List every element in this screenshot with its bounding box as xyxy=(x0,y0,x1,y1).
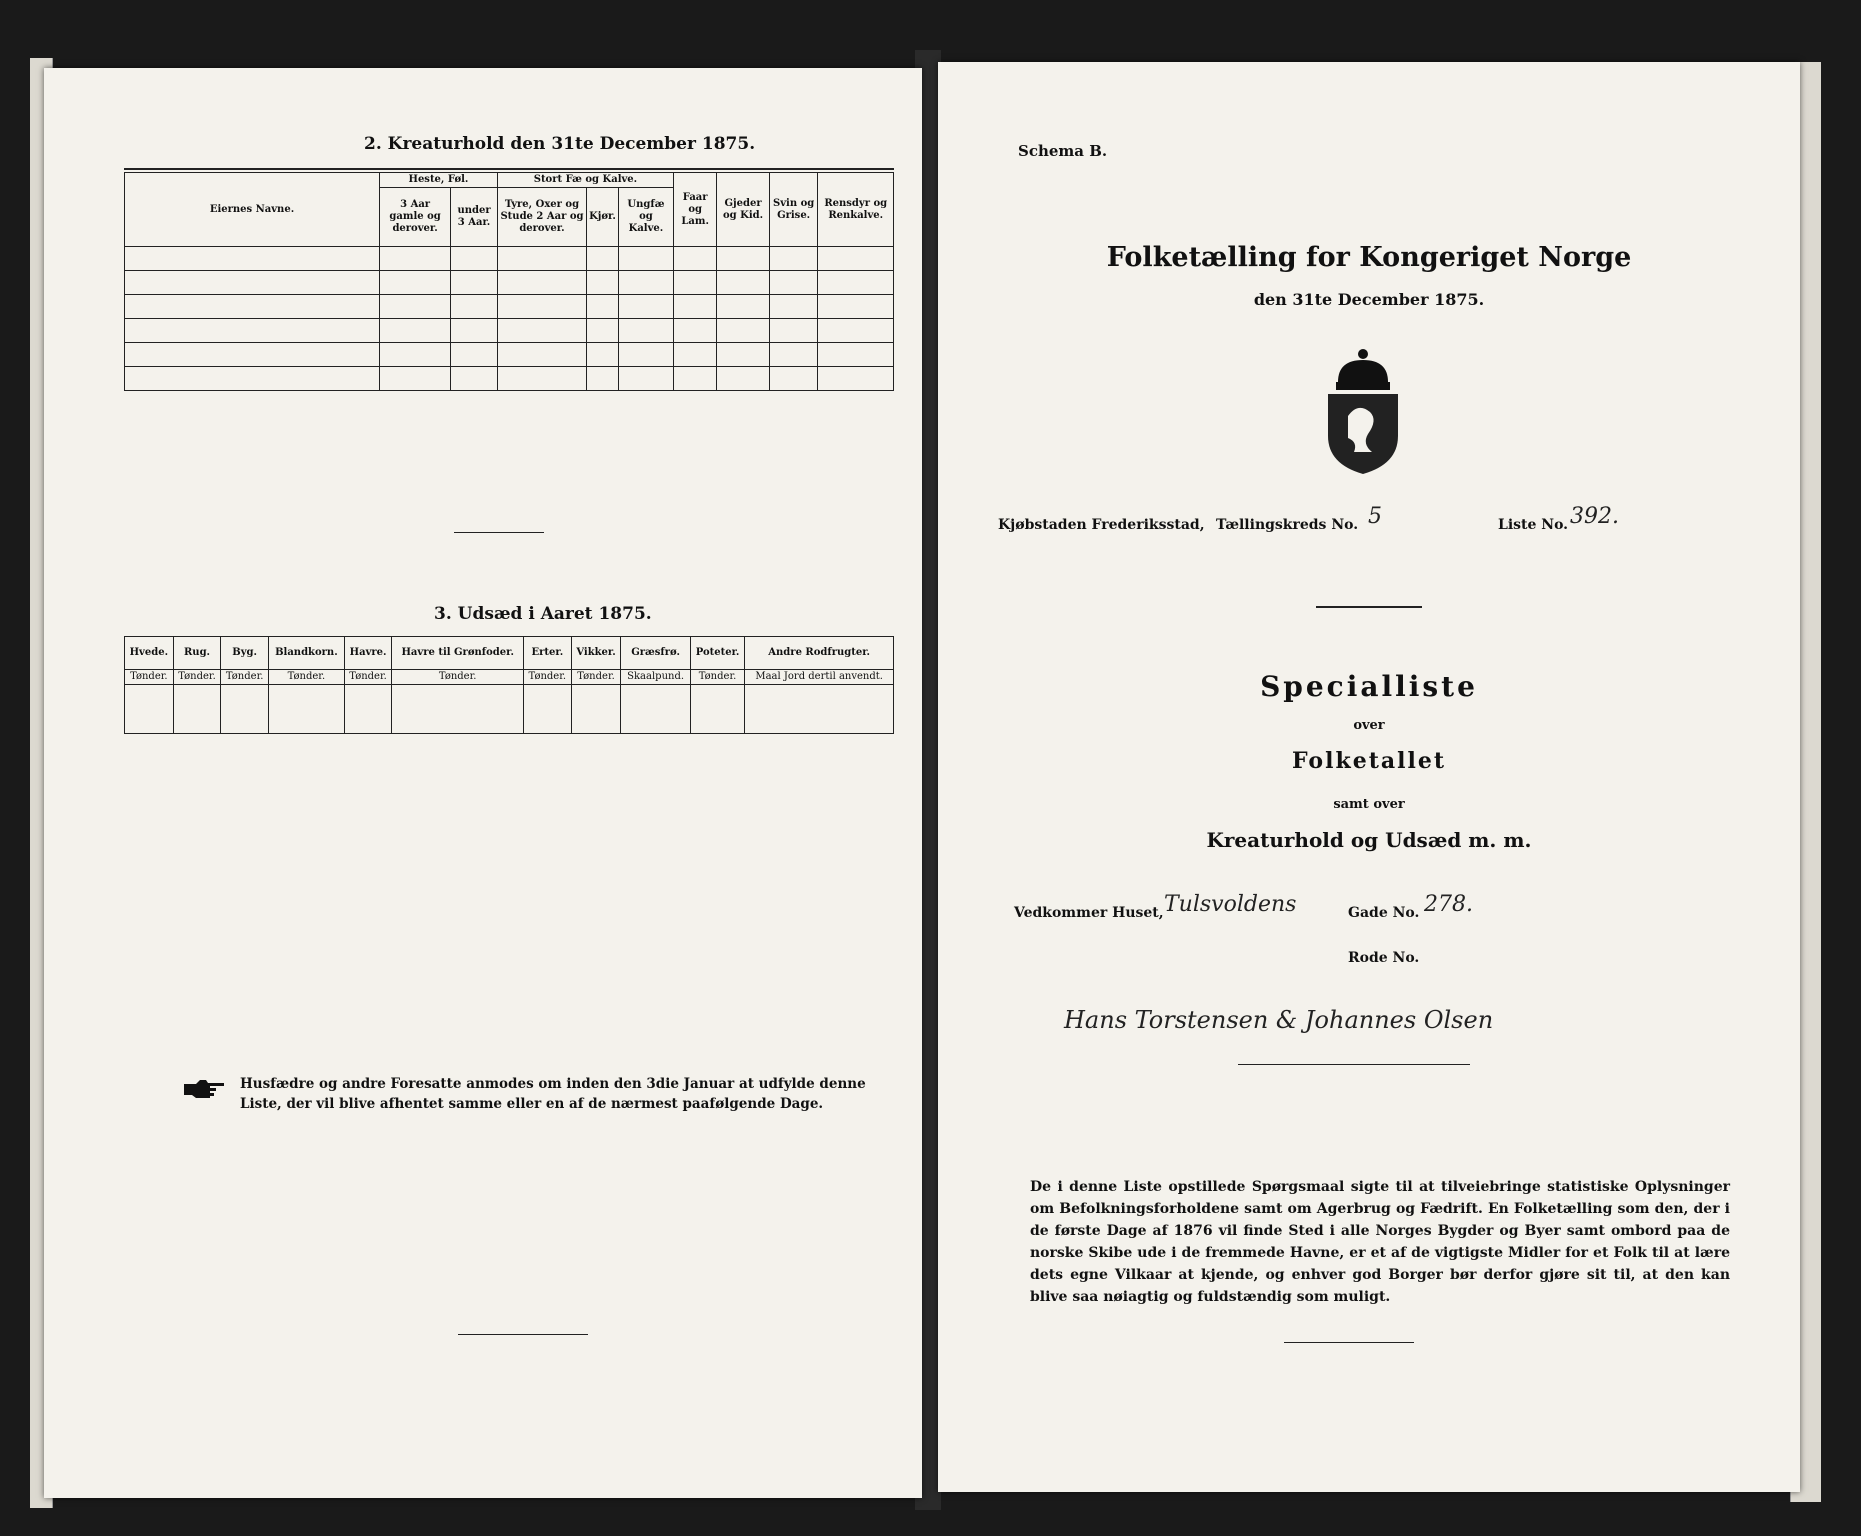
livestock-table xyxy=(124,172,894,391)
seed-cell xyxy=(571,685,621,734)
rode-label: Rode No. xyxy=(1348,950,1420,966)
table-row xyxy=(125,247,894,271)
bottom-rule xyxy=(1284,1342,1414,1343)
seed-col-unit: Tønder. xyxy=(571,670,621,685)
norway-coat-of-arms-icon xyxy=(1318,346,1408,476)
table-row xyxy=(125,271,894,295)
seed-cell xyxy=(392,685,524,734)
seed-heading: 3. Udsæd i Aaret 1875. xyxy=(434,604,652,624)
seed-col-unit: Tønder. xyxy=(269,670,345,685)
table-row xyxy=(125,343,894,367)
seed-col-unit: Tønder. xyxy=(344,670,392,685)
young-cattle-header: Ungfæ og Kalve. xyxy=(618,188,673,247)
seed-col-unit: Maal Jord dertil anvendt. xyxy=(745,670,894,685)
livestock-heading: 2. Kreaturhold den 31te December 1875. xyxy=(364,134,756,154)
table-row xyxy=(125,319,894,343)
pointing-hand-icon xyxy=(182,1078,226,1100)
notice-text: Husfædre og andre Foresatte anmodes om inden den 3die Januar at udfylde denne Liste, der vil blive afhentet samme eller en af de nærmest paafølgende Dage. xyxy=(240,1076,866,1112)
seed-col-unit: Tønder. xyxy=(173,670,221,685)
horses-3yr-header: 3 Aar gamle og derover. xyxy=(380,188,451,247)
seed-col-name: Havre. xyxy=(344,637,392,670)
seed-cell xyxy=(690,685,745,734)
cows-header: Kjør. xyxy=(587,188,619,247)
bottom-rule xyxy=(458,1334,588,1335)
separator-rule xyxy=(1316,606,1422,608)
town-label: Kjøbstaden Frederiksstad, xyxy=(998,517,1205,533)
seed-cell xyxy=(524,685,572,734)
seed-cell xyxy=(344,685,392,734)
sheep-header: Faar og Lam. xyxy=(674,173,717,247)
seed-col-unit: Tønder. xyxy=(524,670,572,685)
cattle-header: Stort Fæ og Kalve. xyxy=(497,173,673,188)
signature: Hans Torstensen & Johannes Olsen xyxy=(1064,1006,1494,1034)
seed-col-name: Erter. xyxy=(524,637,572,670)
separator-rule xyxy=(454,532,544,533)
seed-col-name: Vikker. xyxy=(571,637,621,670)
right-page xyxy=(938,62,1800,1492)
seed-col-name: Poteter. xyxy=(690,637,745,670)
over-text: over xyxy=(1353,718,1385,733)
seed-cell xyxy=(173,685,221,734)
seed-cell xyxy=(125,685,174,734)
seed-col-unit: Skaalpund. xyxy=(621,670,690,685)
owner-names-header: Eiernes Navne. xyxy=(125,173,380,247)
signature-rule xyxy=(1238,1064,1470,1065)
seed-cell xyxy=(621,685,690,734)
schema-label: Schema B. xyxy=(1018,142,1108,160)
house-label: Vedkommer Huset, xyxy=(1014,905,1164,921)
table-row xyxy=(125,295,894,319)
census-date: den 31te December 1875. xyxy=(1253,290,1485,309)
street-label: Gade No. xyxy=(1348,905,1420,921)
list-number: 392. xyxy=(1570,504,1619,529)
horses-header: Heste, Føl. xyxy=(380,173,498,188)
explanatory-paragraph: De i denne Liste opstillede Spørgsmaal sigte til at tilveiebringe statistiske Oplysninger om Befolkningsforholdene samt om Agerbrug og Fædrift. En Folketælling som den, der i de første Dage af 1876 vil finde Sted i alle Norges Bygder og Byer samt ombord paa de norske Skibe ude i de fremmede Havne, er et af de vigtigste Midler for et Folk til at lære dets egne Vilkaar at kjende, og enhver god Borger bør derfor gjøre sit til, at den kan blive saa nøiagtig og fuldstændig som muligt. xyxy=(1030,1179,1730,1305)
goats-header: Gjeder og Kid. xyxy=(717,173,769,247)
seed-table xyxy=(124,636,894,734)
seed-col-name: Græsfrø. xyxy=(621,637,690,670)
folketallet-text: Folketallet xyxy=(1292,748,1446,774)
seed-cell xyxy=(221,685,269,734)
reindeer-header: Rensdyr og Renkalve. xyxy=(818,173,894,247)
seed-col-unit: Tønder. xyxy=(221,670,269,685)
seed-col-name: Hvede. xyxy=(125,637,174,670)
livestock-seed-text: Kreaturhold og Udsæd m. m. xyxy=(1206,828,1532,852)
table-row xyxy=(125,367,894,391)
seed-col-name: Rug. xyxy=(173,637,221,670)
seed-cell xyxy=(745,685,894,734)
district-label: Tællingskreds No. xyxy=(1216,517,1359,533)
special-list-title: Specialliste xyxy=(1260,670,1478,703)
street-number: 278. xyxy=(1424,892,1473,917)
house-value: Tulsvoldens xyxy=(1164,892,1297,917)
seed-col-unit: Tønder. xyxy=(690,670,745,685)
district-number: 5 xyxy=(1368,504,1382,529)
bulls-oxen-header: Tyre, Oxer og Stude 2 Aar og derover. xyxy=(497,188,586,247)
seed-col-name: Andre Rodfrugter. xyxy=(745,637,894,670)
seed-cell xyxy=(269,685,345,734)
top-rule xyxy=(124,168,894,170)
seed-table-head xyxy=(125,637,894,685)
list-label: Liste No. xyxy=(1498,517,1569,533)
census-title: Folketælling for Kongeriget Norge xyxy=(1106,242,1632,273)
seed-col-name: Blandkorn. xyxy=(269,637,345,670)
seed-col-name: Havre til Grønfoder. xyxy=(392,637,524,670)
seed-col-unit: Tønder. xyxy=(125,670,174,685)
seed-col-name: Byg. xyxy=(221,637,269,670)
left-page xyxy=(44,68,922,1498)
table-row xyxy=(125,685,894,734)
pigs-header: Svin og Grise. xyxy=(769,173,818,247)
samt-over-text: samt over xyxy=(1333,797,1405,812)
horses-under3-header: under 3 Aar. xyxy=(451,188,498,247)
seed-col-unit: Tønder. xyxy=(392,670,524,685)
